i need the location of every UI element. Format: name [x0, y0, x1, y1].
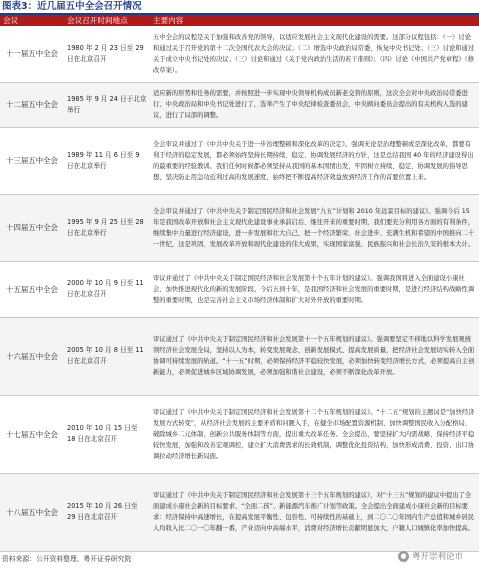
session-name: 十五届五中全会 — [0, 261, 64, 317]
header-date-place: 会议召开时间地点 — [64, 15, 150, 26]
plenum-table — [0, 15, 479, 552]
watermark-text: 粤开崇利论市 — [412, 552, 464, 562]
date-place: 2015 年 10 月 26 日至 29 日在北京召开 — [64, 473, 150, 551]
session-name: 十一届五中全会 — [0, 26, 64, 82]
date-place: 1980 年 2 月 23 日至 29 日在北京召开 — [64, 26, 150, 82]
session-name: 十六届五中全会 — [0, 317, 64, 395]
wechat-icon: ● — [398, 551, 409, 562]
date-place: 1995 年 9 月 25 日至 28 日在北京举行 — [64, 194, 150, 261]
main-content: 全会审议并通过了《中共中央关于制定国民经济和社会发展“九五”计划和 2010 年远景目标的建议》。强调今后 15 年是我国改革开放和社会主义现代化建设事业承前启后、继往开来的重要时期，我们要充分利用各方面的有利条件，继续集中力量进行经济建设，进一步发展和壮大自己，把一个经济繁荣、社会进步、充满生机和希望的中国推向二十一世纪，这是巩固、发展改革开放和现代化建设的伟大成果，实现国家富强、民族振兴和社会长治久安的根本大计。 — [150, 194, 479, 261]
header-content: 主要内容 — [150, 15, 479, 26]
table-row — [0, 473, 479, 551]
main-content: 五中全会的议程是关于加强和改善党的领导，以适应发展社会主义现代化建设的需要。这部分议程包括：（一）讨论和通过关于召开党的第十二次全国代表大会的决议；（二）增选中央政治局常委，恢复中央书记处；（三）讨论和通过关于成立中央书记处的决议；（三）讨论和通过《关于党内政治生活的若干准则》；（四）讨论《中国共产党章程》（修改草案）。 — [150, 26, 479, 82]
session-name: 十八届五中全会 — [0, 473, 64, 551]
date-place: 1985 年 9 月 24 日于北京举行 — [64, 82, 150, 127]
table-row — [0, 26, 479, 82]
table-header-row — [0, 15, 479, 26]
table-row — [0, 395, 479, 473]
figure-title: 图表3：近几届五中全会召开情况 — [2, 1, 142, 12]
header-session: 会议 — [0, 15, 64, 26]
date-place: 2000 年 10 月 9 日至 11 日在北京召开 — [64, 261, 150, 317]
main-content: 适应新的形势和任务的需要，并按照进一步实现中央领导机构成员新老交替的原则，这次全会对中央政治局常委进行、中央政治局和中央书记处进行了，选举产生了中央纪律检查委员会，中央顾问委员会提出的有关机构人选的建议，进行了局部的调整。 — [150, 82, 479, 127]
table-row — [0, 194, 479, 261]
main-content: 全会审议并通过了《中共中央关于进一步治理整顿和深化改革的决定》。强调无论是治理整顿或是深化改革，都要有利于经济的稳定发展，都必须始终坚持长期持续、稳定、协调发展经济的方针，这是总结我国 40 年的经济建设得出的最重要的经验教训。我们任何时候都必须坚持从我国的基本国情出发，牢固树立持续、稳定、协调发展的指导思想，坚决防止用急功近利过高的发展速度，始终把不断提高经济效益放到经济工作的首要位置上来。 — [150, 127, 479, 194]
session-name: 十四届五中全会 — [0, 194, 64, 261]
source-note: 资料来源：公开资料整理、粤开证券研究院 — [2, 555, 132, 563]
session-name: 十三届五中全会 — [0, 127, 64, 194]
date-place: 2005 年 10 月 8 日至 11 日在北京召开 — [64, 317, 150, 395]
main-content: 审议通过了《中共中央关于制定国民经济和社会发展第十一个五年规划的建议》。强调要坚定不移地以科学发展观统领经济社会发展全局，坚持以人为本，转变发展观念、创新发展模式、提高发展质量，把经济社会发展切实转入全面协调可持续发展的轨道。“十一五”时期，必须保持经济平稳较快发展，必须加快转变经济增长方式，必须提高自主创新能力，必须促进城乡区域协调发展，必须加强和谐社会建设，必须不断深化改革开放。 — [150, 317, 479, 395]
session-name: 十二届五中全会 — [0, 82, 64, 127]
table-row — [0, 82, 479, 127]
date-place: 1989 年 11 月 6 日至 9 日在北京举行 — [64, 127, 150, 194]
session-name: 十七届五中全会 — [0, 395, 64, 473]
table-row — [0, 127, 479, 194]
main-content: 审议通过了《中共中央关于制定国民经济和社会发展第十二个五年规划的建议》。“十二五”规划的主题词是“加快经济发展方式转变”，从经济社会发展的主要矛盾和问题入手，在健全市场配置资源机制、加快调整国民收入分配格局、破除城乡二元体制、创新公共服务体制等方面，提出重大改革任务。全会提出，要坚持扩大内需战略、保持经济平稳较快发展，加强和改善宏观调控，建立扩大消费需求的长效机制，调整优化投资结构，加快形成消费、投资、出口协调拉动经济增长新局面。 — [150, 395, 479, 473]
main-content: 审议通过了《中共中央关于制定国民经济和社会发展第十三个五年规划的建议》，对“十三五”规划的建议中提出了全面建成小康社会新的目标要求、“全面二孩”、新能源汽车推广计划等政策。全会提出全面建成小康社会新的目标要求：经济保持中高速增长，在提高发展平衡性、包容性、可持续性的基础上，到二〇二〇年国内生产总值和城乡居民人均收入比二〇一〇年翻一番，产业迈向中高端水平，消费对经济增长贡献明显加大，户籍人口城镇化率加快提高。 — [150, 473, 479, 551]
table-row — [0, 261, 479, 317]
date-place: 2010 年 10 月 15 日至 18 日在北京召开 — [64, 395, 150, 473]
main-content: 审议并通过了《中共中央关于制定国民经济和社会发展第十个五年计划的建议》。强调我国将进入全面建设小康社会、加快推进现代化的新的发展阶段。今后五到十年，是我国经济和社会发展的重要时期，是进行经济结构战略性调整的重要时期，也是完善社会主义市场经济体制和扩大对外开放的重要时期。 — [150, 261, 479, 317]
account-watermark — [398, 549, 478, 563]
table-row — [0, 317, 479, 395]
